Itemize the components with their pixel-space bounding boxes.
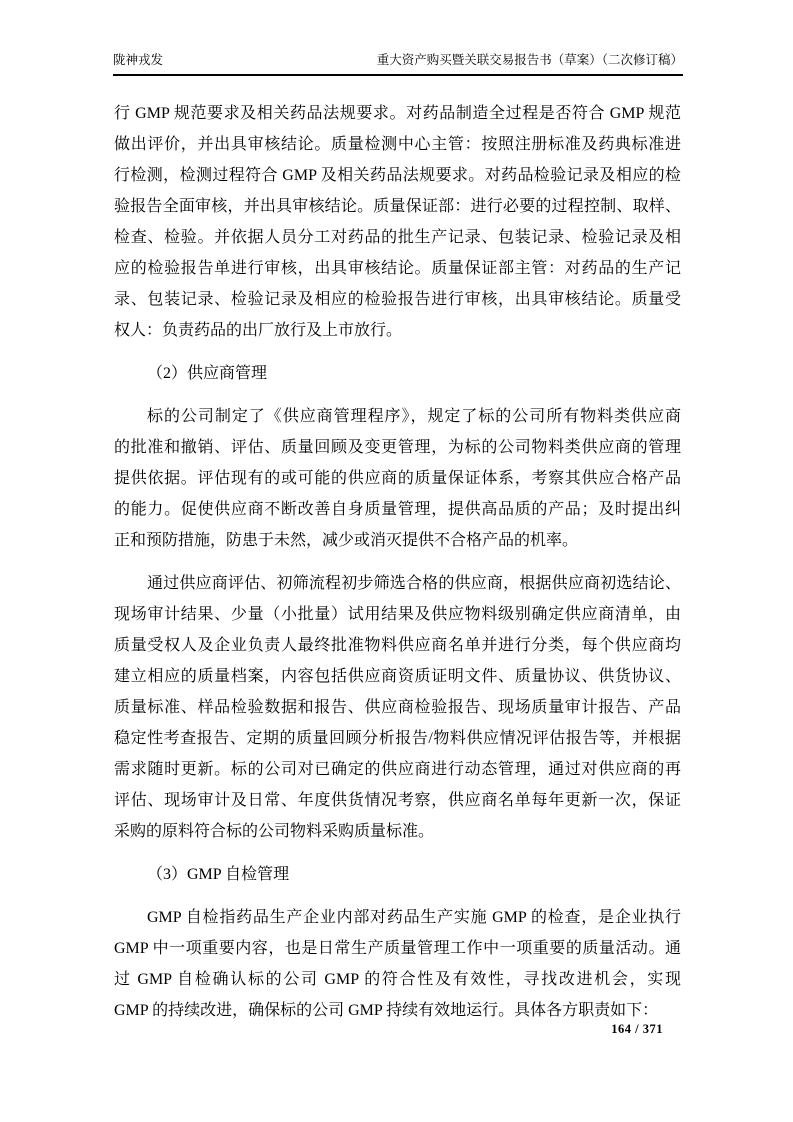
text-line: 提供依据。评估现有的或可能的供应商的质量保证体系，考察其供应合格产品 <box>114 470 681 487</box>
text-line: 权人：负责药品的出厂放行及上市放行。 <box>114 322 403 339</box>
text-line: 行 GMP 规范要求及相关药品法规要求。对药品制造全过程是否符合 GMP 规范 <box>114 105 681 122</box>
page-header <box>113 52 683 76</box>
page-number: 164 / 371 <box>611 1022 663 1036</box>
text-line: （3）GMP 自检管理 <box>147 866 290 883</box>
header-company-name: 陇神戎发 <box>113 53 164 67</box>
text-line: 正和预防措施，防患于未然，减少或消灭提供不合格产品的机率。 <box>114 532 579 549</box>
text-line: 评估、现场审计及日常、年度供货情况考察，供应商名单每年更新一次，保证 <box>114 792 681 809</box>
text-line: 现场审计结果、少量（小批量）试用结果及供应物料级别确定供应商清单，由 <box>114 606 681 623</box>
text-line: 检查、检验。并依据人员分工对药品的批生产记录、包装记录、检验记录及相 <box>114 229 681 246</box>
text-line: （2）供应商管理 <box>147 365 268 382</box>
text-line: 验报告全面审核，并出具审核结论。质量保证部：进行必要的过程控制、取样、 <box>114 198 681 215</box>
text-line: GMP 自检指药品生产企业内部对药品生产实施 GMP 的检查，是企业执行 <box>147 909 681 926</box>
paragraph <box>114 568 681 847</box>
text-line: 建立相应的质量档案，内容包括供应商资质证明文件、质量协议、供货协议、 <box>114 668 681 685</box>
text-line: 做出评价，并出具审核结论。质量检测中心主管：按照注册标准及药典标准进 <box>114 136 681 153</box>
paragraph <box>114 98 681 346</box>
text-line: 录、包装记录、检验记录及相应的检验报告进行审核，出具审核结论。质量受 <box>114 291 681 308</box>
paragraph <box>114 401 681 556</box>
text-line: 的能力。促使供应商不断改善自身质量管理，提供高品质的产品；及时提出纠 <box>114 501 681 518</box>
paragraph <box>114 902 681 1026</box>
section-heading <box>114 859 681 890</box>
text-line: 通过供应商评估、初筛流程初步筛选合格的供应商，根据供应商初选结论、 <box>147 575 681 592</box>
text-line: GMP 中一项重要内容，也是日常生产质量管理工作中一项重要的质量活动。通 <box>114 940 681 957</box>
header-report-title: 重大资产购买暨关联交易报告书（草案）（二次修订稿） <box>376 53 683 67</box>
text-line: 过 GMP 自检确认标的公司 GMP 的符合性及有效性，寻找改进机会，实现 <box>114 971 681 988</box>
text-line: 需求随时更新。标的公司对已确定的供应商进行动态管理，通过对供应商的再 <box>114 761 681 778</box>
text-line: 应的检验报告单进行审核，出具审核结论。质量保证部主管：对药品的生产记 <box>114 260 681 277</box>
text-line: 采购的原料符合标的公司物料采购质量标准。 <box>114 823 435 840</box>
text-line: 质量标准、样品检验数据和报告、供应商检验报告、现场质量审计报告、产品 <box>114 699 681 716</box>
text-line: 的批准和撤销、评估、质量回顾及变更管理，为标的公司物料类供应商的管理 <box>114 439 681 456</box>
text-line: 行检测，检测过程符合 GMP 及相关药品法规要求。对药品检验记录及相应的检 <box>114 167 681 184</box>
text-line: 质量受权人及企业负责人最终批准物料供应商名单并进行分类，每个供应商均 <box>114 637 681 654</box>
text-line: 标的公司制定了《供应商管理程序》，规定了标的公司所有物料类供应商 <box>147 408 681 425</box>
document-body <box>114 98 681 1038</box>
section-heading <box>114 358 681 389</box>
text-line: 稳定性考查报告、定期的质量回顾分析报告/物料供应情况评估报告等，并根据 <box>114 730 681 747</box>
text-line: GMP 的持续改进，确保标的公司 GMP 持续有效地运行。具体各方职责如下： <box>114 1002 659 1019</box>
